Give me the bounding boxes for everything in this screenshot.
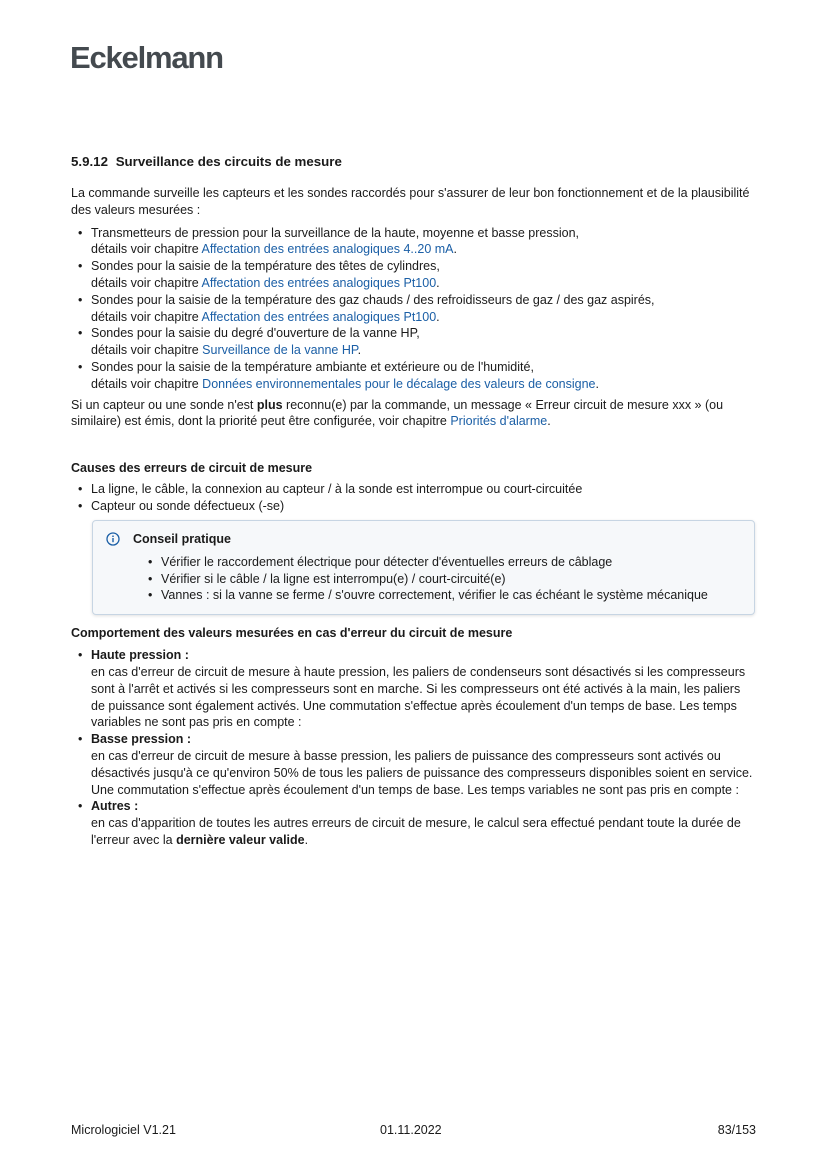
list-item: • Sondes pour la saisie de la température des têtes de cylindres, détails voir chapitre Affectation des entrées analogiques Pt100.	[71, 258, 757, 292]
list-item: • Vannes : si la vanne se ferme / s'ouvre correctement, vérifier le cas échéant le système mécanique	[141, 587, 742, 604]
list-item: • Transmetteurs de pression pour la surveillance de la haute, moyenne et basse pression, détails voir chapitre Affectation des entrées analogiques 4..20 mA.	[71, 225, 757, 259]
chapter-link[interactable]: Affectation des entrées analogiques Pt100	[201, 309, 437, 324]
behavior-heading: Comportement des valeurs mesurées en cas d'erreur du circuit de mesure	[71, 626, 513, 641]
page-number: 83/153	[717, 1123, 756, 1137]
tip-list	[141, 554, 742, 604]
section-number: 5.9.12	[71, 154, 108, 169]
list-item: • Haute pression : en cas d'erreur de circuit de mesure à haute pression, les paliers de condenseurs sont désactivés si les compresseurs sont à l'arrêt et activés si les compresseurs sont en marche. Si les compresseurs ont été activés à la main, les paliers de puissance sont également activés. Une commutation s'effectue après écoulement d'un temps de base. Les temps variables ne sont pas pris en compte :	[71, 647, 757, 731]
list-item: • Capteur ou sonde défectueux (-se)	[71, 498, 757, 515]
list-item: • Sondes pour la saisie de la température ambiante et extérieure ou de l'humidité, détails voir chapitre Données environnementales pour le décalage des valeurs de consigne.	[71, 359, 757, 393]
list-item: • Vérifier si le câble / la ligne est interrompu(e) / court-circuité(e)	[141, 571, 742, 588]
company-logo: Eckelmann	[70, 40, 223, 75]
causes-list	[71, 481, 757, 515]
causes-heading: Causes des erreurs de circuit de mesure	[71, 461, 313, 476]
monitored-sensors-list	[71, 225, 757, 393]
chapter-link[interactable]: Surveillance de la vanne HP	[202, 343, 358, 358]
list-item: • Autres : en cas d'apparition de toutes les autres erreurs de circuit de mesure, le calcul sera effectué pendant toute la durée de l'erreur avec la dernière valeur valide.	[71, 798, 757, 848]
chapter-link[interactable]: Affectation des entrées analogiques 4..20 mA	[201, 242, 454, 257]
document-date: 01.11.2022	[380, 1123, 442, 1137]
behavior-list	[71, 647, 757, 849]
alarm-priority-link[interactable]: Priorités d'alarme	[450, 414, 548, 429]
tip-title: Conseil pratique	[133, 531, 231, 546]
section-title: Surveillance des circuits de mesure	[115, 154, 342, 169]
other-errors-title: Autres :	[91, 799, 139, 814]
low-pressure-title: Basse pression :	[91, 732, 192, 747]
section-heading	[71, 153, 757, 185]
list-item: • Basse pression : en cas d'erreur de circuit de mesure à basse pression, les paliers de puissance des compresseurs sont activés ou désactivés jusqu'à ce qu'environ 50% de tous les paliers de puissance des compresseurs disponibles soient en service. Une commutation s'effectue après écoulement d'un temps de base. Les temps variables ne sont pas pris en compte :	[71, 731, 757, 798]
chapter-link[interactable]: Affectation des entrées analogiques Pt100	[201, 275, 437, 290]
list-item: • Sondes pour la saisie de la température des gaz chauds / des refroidisseurs de gaz / des gaz aspirés, détails voir chapitre Affectation des entrées analogiques Pt100.	[71, 292, 757, 326]
list-item: • Sondes pour la saisie du degré d'ouverture de la vanne HP, détails voir chapitre Surveillance de la vanne HP.	[71, 325, 757, 359]
practical-tip-box	[92, 520, 755, 615]
page-content	[71, 153, 757, 849]
list-item: • La ligne, le câble, la connexion au capteur / à la sonde est interrompue ou court-circuitée	[71, 481, 757, 498]
intro-paragraph: La commande surveille les capteurs et les sondes raccordés pour s'assurer de leur bon fonctionnement et de la plausibilité des valeurs mesurées :	[71, 186, 750, 217]
chapter-link[interactable]: Données environnementales pour le décalage des valeurs de consigne	[202, 376, 596, 391]
list-item: • Vérifier le raccordement électrique pour détecter d'éventuelles erreurs de câblage	[141, 554, 742, 571]
high-pressure-title: Haute pression :	[91, 648, 189, 663]
sensor-error-paragraph: Si un capteur ou une sonde n'est plus reconnu(e) par la commande, un message « Erreur circuit de mesure xxx » (ou similaire) est émis, dont la priorité peut être configurée, voir chapitre Priorités d'alarme.	[71, 397, 724, 429]
firmware-version: Micrologiciel V1.21	[71, 1123, 176, 1137]
info-icon	[106, 532, 120, 546]
